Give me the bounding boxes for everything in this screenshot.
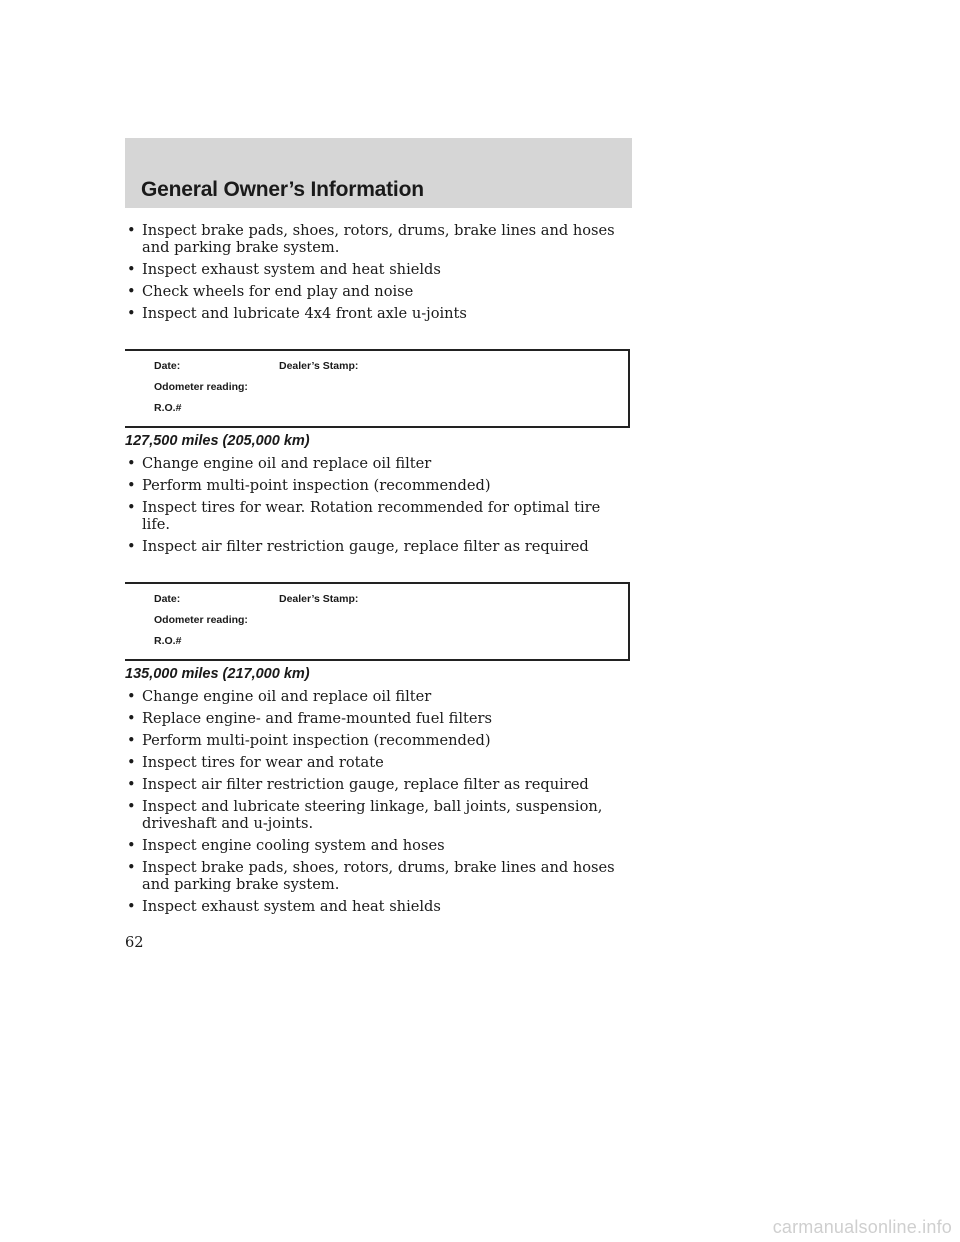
list-item: • Check wheels for end play and noise: [127, 283, 414, 300]
bullet-icon: •: [127, 837, 136, 854]
bullet-icon: •: [127, 859, 136, 876]
list-item: • Inspect exhaust system and heat shields: [127, 261, 441, 278]
odometer-label: Odometer reading:: [154, 381, 248, 393]
bullet-icon: •: [127, 710, 136, 727]
section-135000-list: [125, 688, 630, 915]
bullet-icon: •: [127, 305, 136, 322]
list-item: • Inspect tires for wear. Rotation recommended for optimal tire life.: [127, 499, 601, 533]
list-item: • Inspect and lubricate steering linkage, ball joints, suspension, driveshaft and u-joints.: [127, 798, 603, 832]
list-item: • Change engine oil and replace oil filter: [127, 455, 432, 472]
bullet-icon: •: [127, 222, 136, 239]
service-record-box-2: [125, 582, 630, 661]
bullet-icon: •: [127, 499, 136, 516]
date-label: Date:: [154, 360, 181, 372]
list-item: • Inspect exhaust system and heat shields: [127, 898, 441, 915]
dealer-stamp-label: Dealer’s Stamp:: [279, 593, 359, 605]
date-label: Date:: [154, 593, 181, 605]
bullet-icon: •: [127, 898, 136, 915]
list-item: • Replace engine- and frame-mounted fuel filters: [127, 710, 493, 727]
ro-label: R.O.#: [154, 635, 182, 647]
list-item: • Perform multi-point inspection (recommended): [127, 732, 491, 749]
intro-bullet-list: [125, 222, 630, 322]
list-item: • Inspect engine cooling system and hoses: [127, 837, 445, 854]
page-title: General Owner’s Information: [141, 178, 424, 201]
list-item: • Perform multi-point inspection (recommended): [127, 477, 491, 494]
service-record-box-1: [125, 349, 630, 428]
list-item: • Inspect air filter restriction gauge, replace filter as required: [127, 538, 589, 555]
bullet-icon: •: [127, 455, 136, 472]
section-heading-135000: 135,000 miles (217,000 km): [125, 666, 310, 682]
record-fields: [154, 593, 248, 656]
dealer-stamp-label: Dealer’s Stamp:: [279, 360, 359, 372]
bullet-icon: •: [127, 261, 136, 278]
odometer-label: Odometer reading:: [154, 614, 248, 626]
list-item: • Inspect brake pads, shoes, rotors, drums, brake lines and hoses and parking brake system.: [127, 859, 615, 893]
list-item: • Inspect tires for wear and rotate: [127, 754, 384, 771]
page-number: 62: [125, 934, 144, 951]
record-fields: [154, 360, 248, 423]
section-heading-127500: 127,500 miles (205,000 km): [125, 433, 310, 449]
bullet-icon: •: [127, 798, 136, 815]
section-127500-list: [125, 455, 630, 555]
bullet-icon: •: [127, 732, 136, 749]
bullet-icon: •: [127, 477, 136, 494]
watermark: carmanualsonline.info: [772, 1217, 952, 1237]
list-item: • Inspect brake pads, shoes, rotors, drums, brake lines and hoses and parking brake system.: [127, 222, 615, 256]
ro-label: R.O.#: [154, 402, 182, 414]
bullet-icon: •: [127, 776, 136, 793]
bullet-icon: •: [127, 538, 136, 555]
list-item: • Inspect and lubricate 4x4 front axle u-joints: [127, 305, 467, 322]
bullet-icon: •: [127, 688, 136, 705]
page-content: [125, 222, 630, 920]
list-item: • Inspect air filter restriction gauge, replace filter as required: [127, 776, 589, 793]
bullet-icon: •: [127, 283, 136, 300]
list-item: • Change engine oil and replace oil filter: [127, 688, 432, 705]
section-header: [125, 138, 632, 208]
bullet-icon: •: [127, 754, 136, 771]
